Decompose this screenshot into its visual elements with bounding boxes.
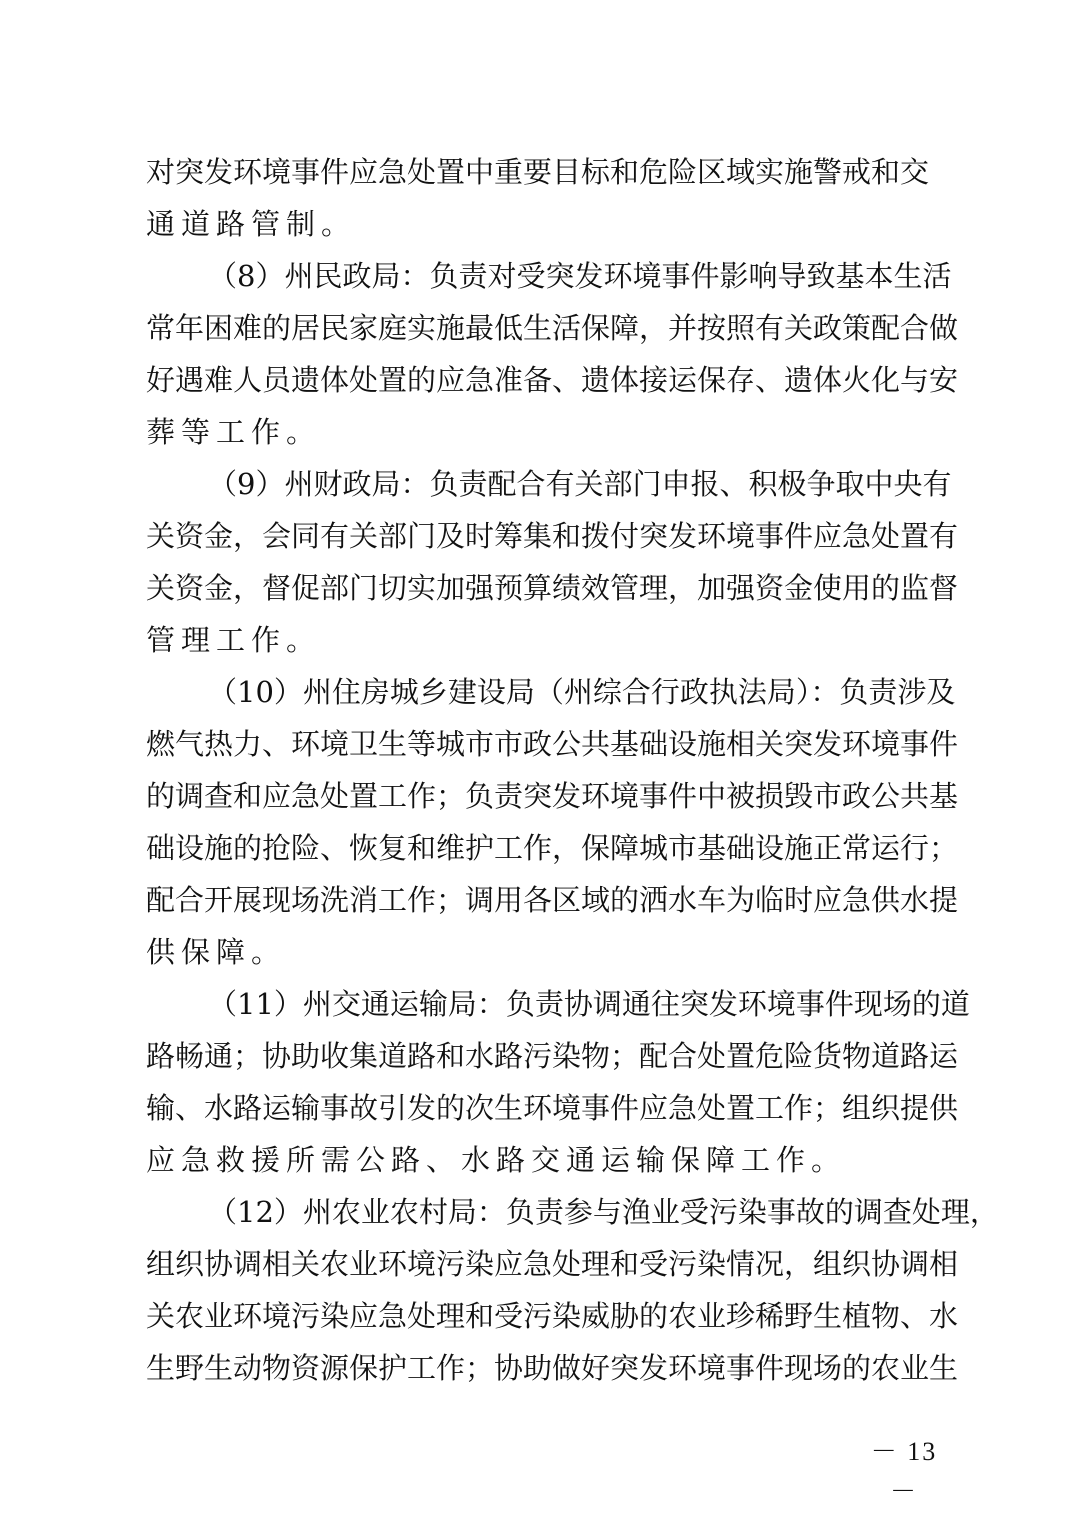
text-line: 生野生动物资源保护工作；协助做好突发环境事件现场的农业生 [146,1351,959,1385]
text-line: 输、水路运输事故引发的次生环境事件应急处置工作；组织提供 [146,1091,959,1125]
text-line: 配合开展现场洗消工作；调用各区域的洒水车为临时应急供水提 [146,883,959,917]
text-line: 燃气热力、环境卫生等城市市政公共基础设施相关突发环境事件 [146,727,959,761]
text-line: 对突发环境事件应急处置中重要目标和危险区域实施警戒和交 [146,155,930,189]
text-line: 路畅通；协助收集道路和水路污染物；配合处置危险货物道路运 [146,1039,959,1073]
page-number: － 13 － [870,1437,938,1506]
text-line: 葬等工作。 [146,415,322,449]
text-line: 好遇难人员遗体处置的应急准备、遗体接运保存、遗体火化与安 [146,363,959,397]
text-line: 关资金，督促部门切实加强预算绩效管理，加强资金使用的监督 [146,571,959,605]
body-text [146,146,999,1394]
text-line: 关农业环境污染应急处理和受污染威胁的农业珍稀野生植物、水 [146,1299,959,1333]
paragraph-start-line: （10）州住房城乡建设局（州综合行政执法局）：负责涉及 [208,675,956,709]
text-line: 的调查和应急处置工作；负责突发环境事件中被损毁市政公共基 [146,779,959,813]
paragraph-start-line: （12）州农业农村局：负责参与渔业受污染事故的调查处理， [208,1195,999,1229]
text-line: 常年困难的居民家庭实施最低生活保障，并按照有关政策配合做 [146,311,959,345]
paragraph-start-line: （9）州财政局：负责配合有关部门申报、积极争取中央有 [208,467,952,501]
text-line: 关资金，会同有关部门及时筹集和拨付突发环境事件应急处置有 [146,519,959,553]
paragraph-start-line: （8）州民政局：负责对受突发环境事件影响导致基本生活 [208,259,952,293]
paragraph-start-line: （11）州交通运输局：负责协调通往突发环境事件现场的道 [208,987,970,1021]
text-line: 通道路管制。 [146,207,357,241]
text-line: 组织协调相关农业环境污染应急处理和受污染情况，组织协调相 [146,1247,959,1281]
text-line: 供保障。 [146,935,287,969]
text-line: 应急救援所需公路、水路交通运输保障工作。 [146,1143,847,1177]
text-line: 础设施的抢险、恢复和维护工作，保障城市基础设施正常运行； [146,831,959,865]
text-line: 管理工作。 [146,623,322,657]
